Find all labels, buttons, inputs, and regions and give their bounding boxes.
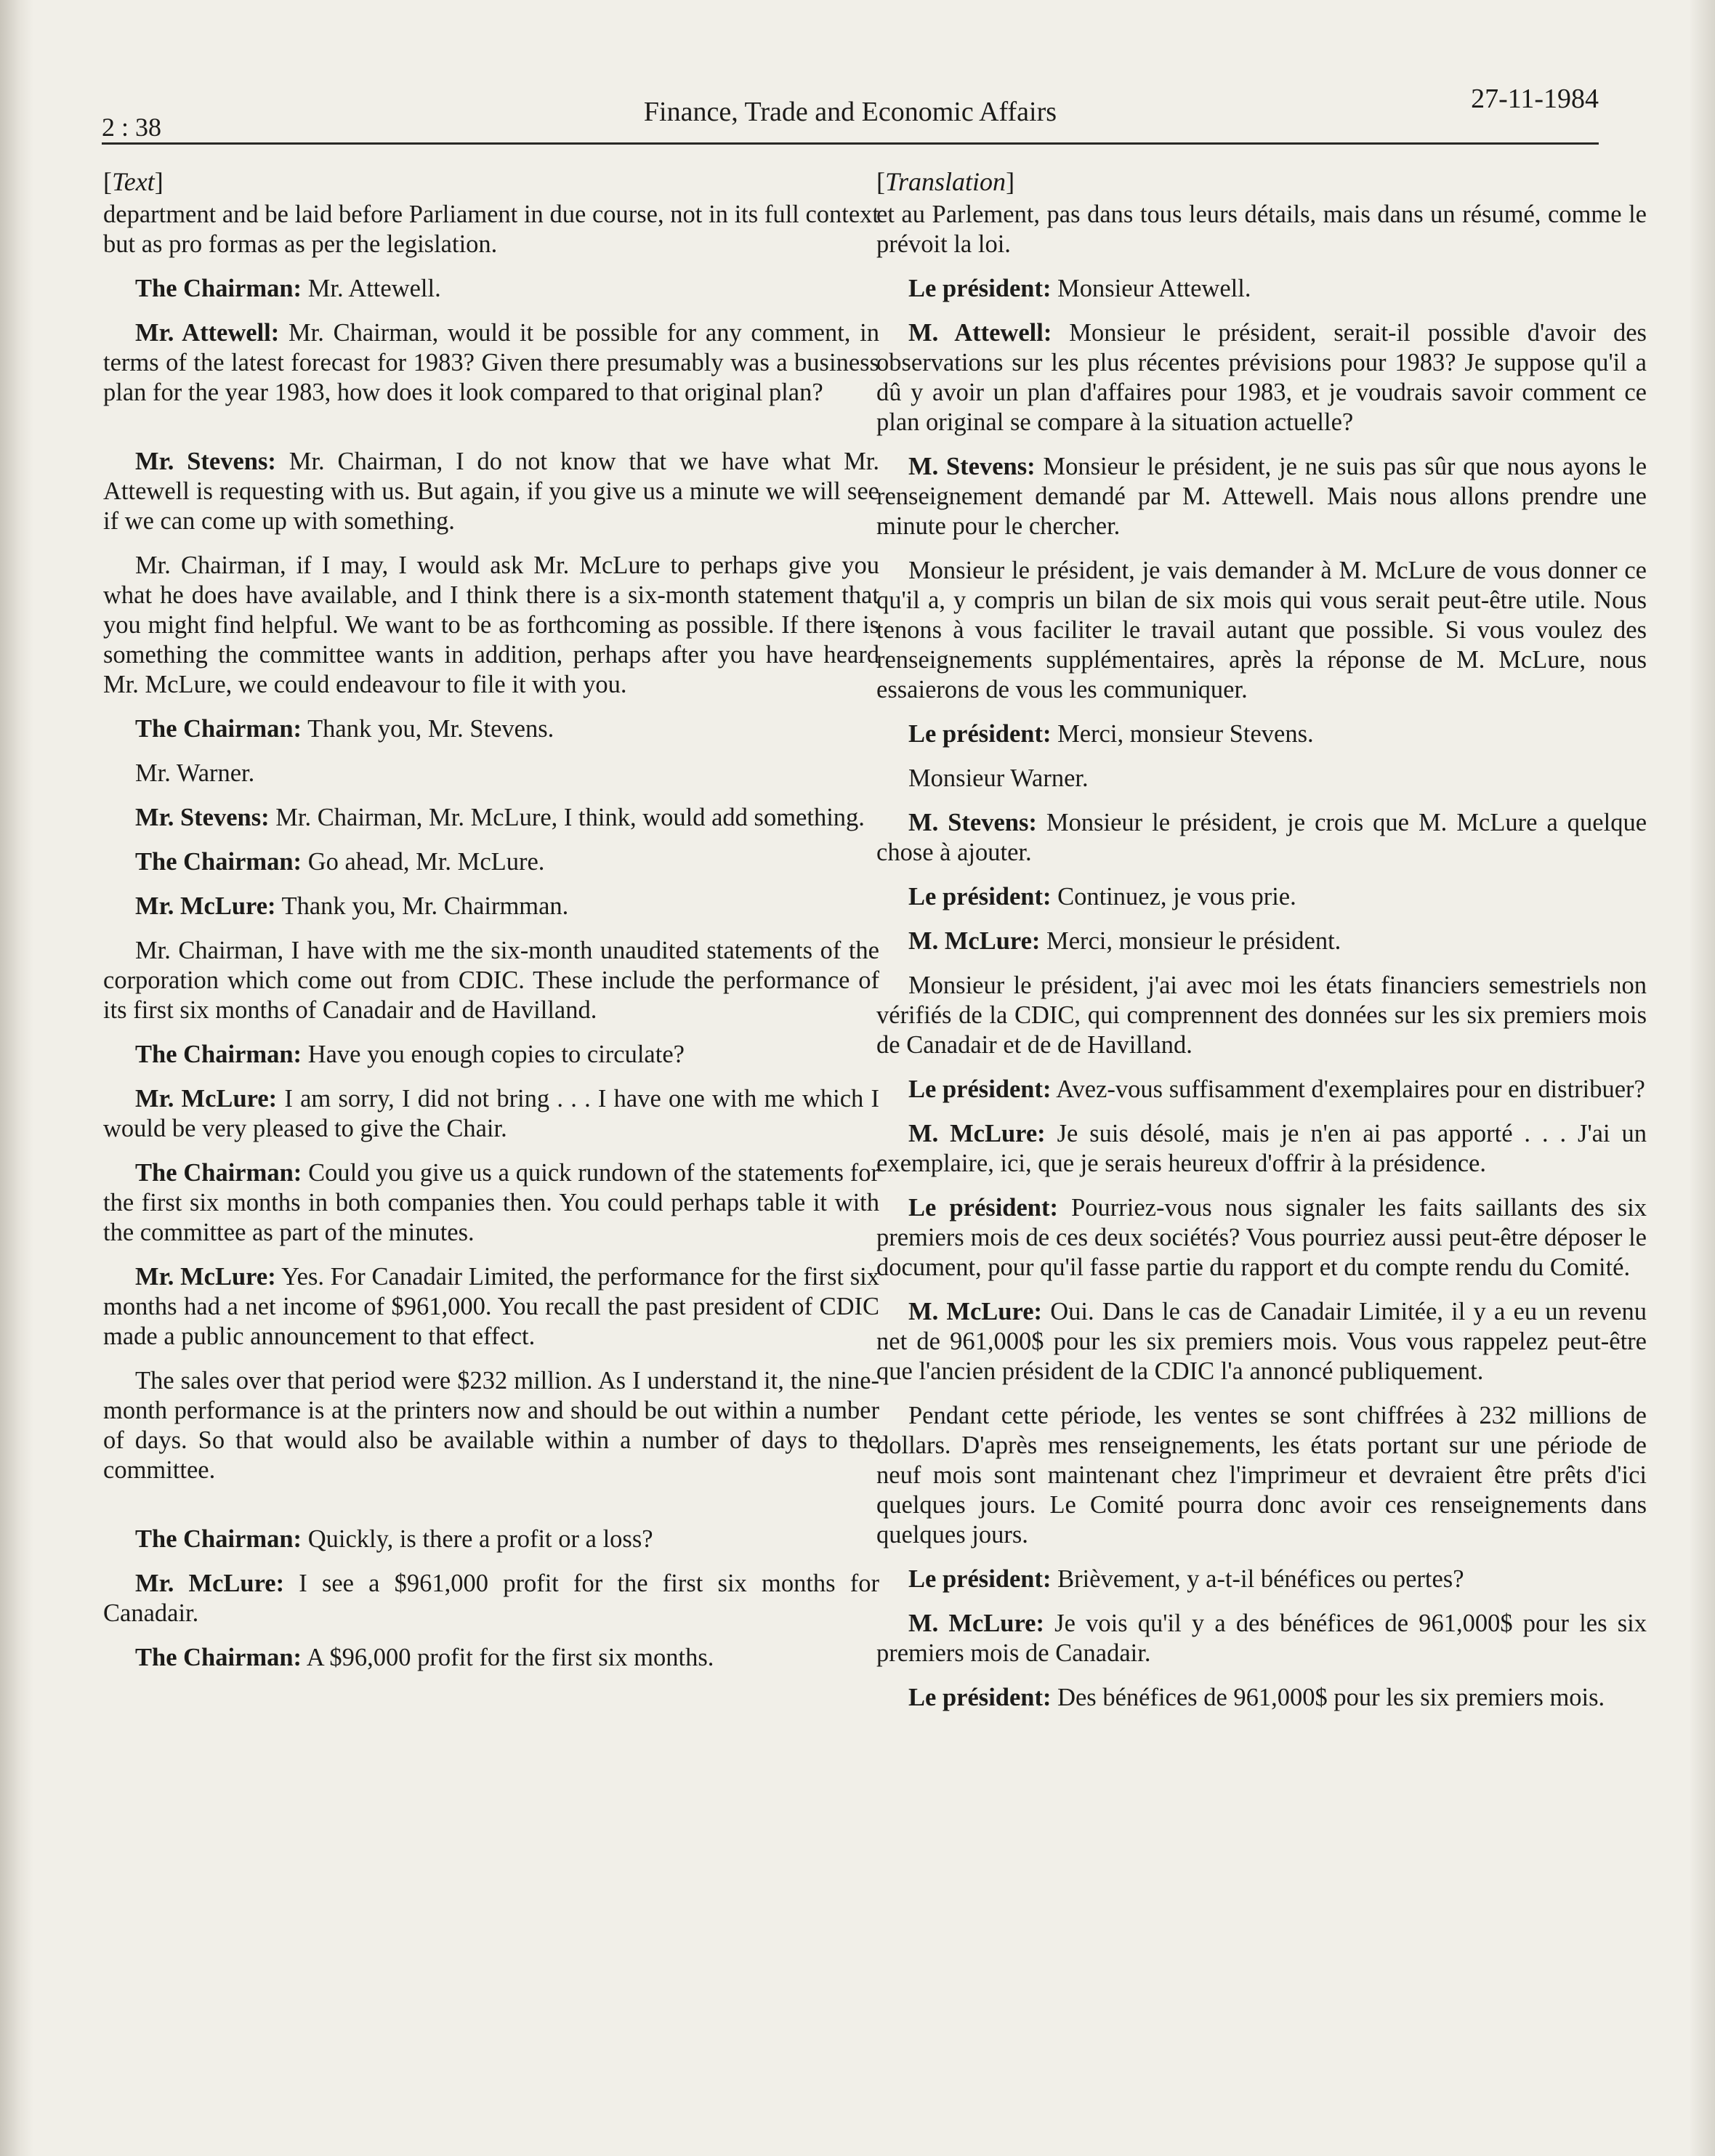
paragraph: Le président: Merci, monsieur Stevens. xyxy=(908,720,1314,748)
paragraph: Mr. Stevens: Mr. Chairman, Mr. McLure, I think, would add something. xyxy=(135,804,865,831)
paragraph: Le président: Continuez, je vous prie. xyxy=(908,883,1296,911)
paragraph: Monsieur le président, j'ai avec moi les états financiers semestriels non vérifiés de la CDIC, qui comprennent des données sur les six premiers mois de Canadair et de de Havilland. xyxy=(876,972,1647,1059)
page-edge xyxy=(1690,0,1715,2156)
binding-shadow xyxy=(0,0,33,2156)
paragraph: M. McLure: Je vois qu'il y a des bénéfices de 961,000$ pour les six premiers mois de Canadair. xyxy=(876,1610,1647,1667)
paragraph: Mr. Stevens: Mr. Chairman, I do not know that we have what Mr. Attewell is requesting with us. But again, if you give us a minute we will see if we can come up with something. xyxy=(103,448,879,535)
paragraph: The sales over that period were $232 million. As I understand it, the nine-month performance is at the printers now and should be out within a number of days. So that would also be available within a number of days to the committee. xyxy=(103,1367,879,1484)
paragraph: Le président: Pourriez-vous nous signaler les faits saillants des six premiers mois de ces deux sociétés? Vous pourriez aussi peut-être déposer le document, pour qu'il fasse partie du rapport et du compte rendu du Comité. xyxy=(876,1194,1647,1281)
page-number: 2 : 38 xyxy=(102,113,162,142)
paragraph: Monsieur Warner. xyxy=(908,764,1089,792)
paragraph: The Chairman: Quickly, is there a profit or a loss? xyxy=(135,1525,653,1553)
paragraph: The Chairman: Go ahead, Mr. McLure. xyxy=(135,848,545,876)
paragraph: Le président: Des bénéfices de 961,000$ pour les six premiers mois. xyxy=(908,1684,1605,1711)
paragraph: Monsieur le président, je vais demander à M. McLure de vous donner ce qu'il a, y compris un bilan de six mois qui vous serait peut-être utile. Nous tenons à vous faciliter le travail autant que possible. Si vous voulez des renseignements supplémentaires, après la réponse de M. McLure, nous essaierons de vous les communiquer. xyxy=(876,557,1647,703)
running-title: Finance, Trade and Economic Affairs xyxy=(643,97,1057,127)
paragraph: M. McLure: Merci, monsieur le président. xyxy=(908,927,1341,955)
sitting-date: 27-11-1984 xyxy=(1471,84,1599,114)
paragraph: M. McLure: Oui. Dans le cas de Canadair Limitée, il y a eu un revenu net de 961,000$ pour les six premiers mois. Vous vous rappelez peut-être que l'ancien président de la CDIC l'a annoncé publiquement. xyxy=(876,1298,1647,1385)
paragraph: Mr. Attewell: Mr. Chairman, would it be possible for any comment, in terms of the latest forecast for 1983? Given there presumably was a business plan for the year 1983, how does it look compared to that original plan? xyxy=(103,319,879,406)
paragraph: Mr. McLure: Yes. For Canadair Limited, the performance for the first six months had a net income of $961,000. You recall the past president of CDIC made a public announcement to that effect. xyxy=(103,1263,879,1350)
paragraph: The Chairman: Have you enough copies to circulate? xyxy=(135,1041,685,1068)
french-column xyxy=(876,167,1647,1727)
paragraph: Le président: Brièvement, y a-t-il bénéfices ou pertes? xyxy=(908,1565,1464,1593)
paragraph: M. Stevens: Monsieur le président, je ne suis pas sûr que nous ayons le renseignement demandé par M. Attewell. Mais nous allons prendre une minute pour le chercher. xyxy=(876,453,1647,540)
page-header xyxy=(102,76,1599,145)
paragraph: Mr. Warner. xyxy=(135,759,255,787)
column-label: [Text] xyxy=(103,167,164,196)
paragraph: Mr. Chairman, if I may, I would ask Mr. McLure to perhaps give you what he does have available, and I think there is a six-month statement that you might find helpful. We want to be as forthcoming as possible. If there is something the committee wants in addition, perhaps after you have heard Mr. McLure, we could endeavour to file it with you. xyxy=(103,552,879,698)
english-column xyxy=(103,167,879,1687)
paragraph: Mr. McLure: I am sorry, I did not bring . . . I have one with me which I would be very pleased to give the Chair. xyxy=(103,1085,880,1142)
paragraph: Mr. Chairman, I have with me the six-month unaudited statements of the corporation which come out from CDIC. These include the performance of its first six months of Canadair and de Havilland. xyxy=(103,937,879,1024)
paragraph: department and be laid before Parliament in due course, not in its full context but as pro formas as per the legislation. xyxy=(103,201,879,258)
paragraph: et au Parlement, pas dans tous leurs détails, mais dans un résumé, comme le prévoit la loi. xyxy=(876,201,1647,258)
paragraph: The Chairman: A $96,000 profit for the first six months. xyxy=(135,1644,714,1671)
column-label: [Translation] xyxy=(876,167,1015,196)
paragraph: M. Stevens: Monsieur le président, je crois que M. McLure a quelque chose à ajouter. xyxy=(876,809,1647,866)
paragraph: M. McLure: Je suis désolé, mais je n'en ai pas apporté . . . J'ai un exemplaire, ici, que je serais heureux d'offrir à la présidence. xyxy=(876,1120,1647,1177)
paragraph: Pendant cette période, les ventes se sont chiffrées à 232 millions de dollars. D'après mes renseignements, les états portant sur une période de neuf mois sont maintenant chez l'imprimeur et devraient être prêts d'ici quelques jours. Le Comité pourra donc avoir ces renseignements dans quelques jours. xyxy=(876,1402,1647,1549)
paragraph: Le président: Avez-vous suffisamment d'exemplaires pour en distribuer? xyxy=(908,1075,1645,1103)
paragraph: The Chairman: Mr. Attewell. xyxy=(135,275,441,302)
paragraph: The Chairman: Thank you, Mr. Stevens. xyxy=(135,715,554,743)
paragraph: The Chairman: Could you give us a quick rundown of the statements for the first six months in both companies then. You could perhaps table it with the committee as part of the minutes. xyxy=(103,1159,879,1246)
paragraph: M. Attewell: Monsieur le président, serait-il possible d'avoir des observations sur les plus récentes prévisions pour 1983? Je suppose qu'il a dû y avoir un plan d'affaires pour 1983, et je voudrais savoir comment ce plan original se compare à la situation actuelle? xyxy=(876,319,1647,436)
paragraph: Mr. McLure: I see a $961,000 profit for the first six months for Canadair. xyxy=(103,1570,879,1627)
paragraph: Mr. McLure: Thank you, Mr. Chairmman. xyxy=(135,892,569,920)
paragraph: Le président: Monsieur Attewell. xyxy=(908,275,1251,302)
